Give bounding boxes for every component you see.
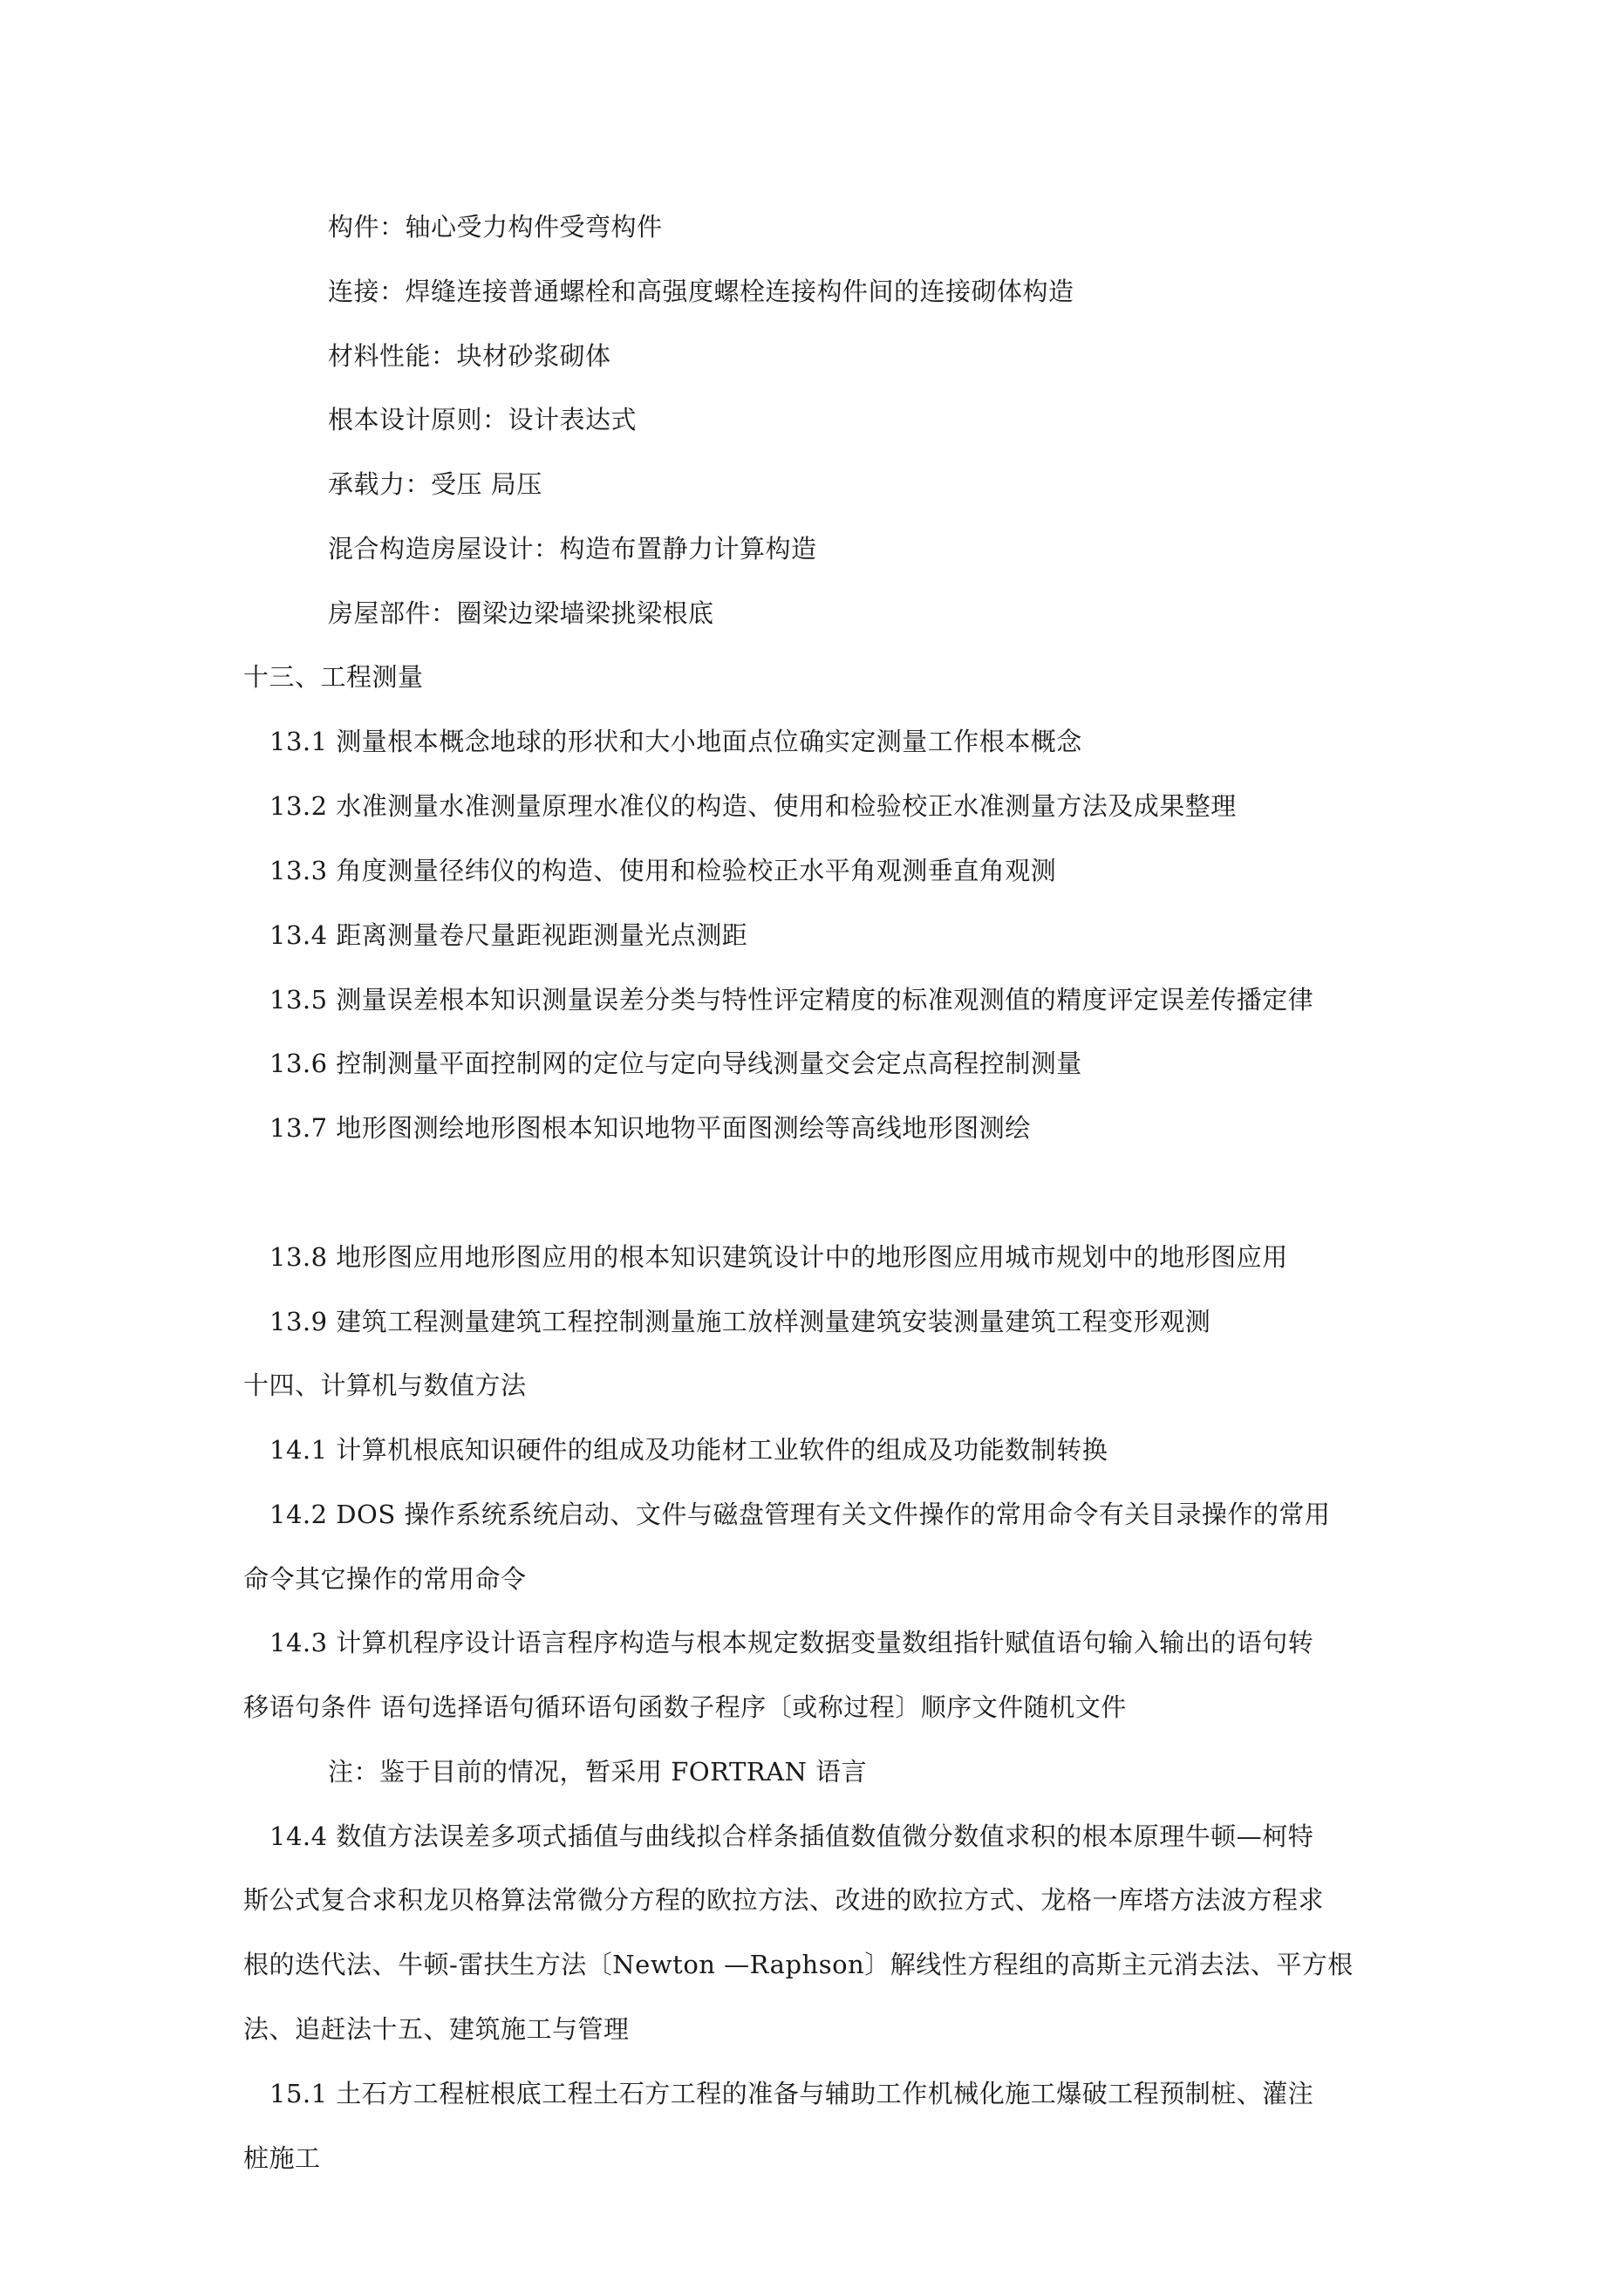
note-line: 注：鉴于目前的情况，暂采用 FORTRAN 语言 <box>328 1757 868 1787</box>
text-line: 13.7 地形图测绘地形图根本知识地物平面图测绘等高线地形图测绘 <box>269 1113 1031 1143</box>
text-line: 15.1 土石方工程桩根底工程土石方工程的准备与辅助工作机械化施工爆破工程预制桩、灌注 <box>269 2079 1314 2108</box>
section-heading: 十四、计算机与数值方法 <box>243 1370 527 1400</box>
text-line: 斯公式复合求积龙贝格算法常微分方程的欧拉方法、改进的欧拉方式、龙格一库塔方法波方程求 <box>243 1885 1325 1915</box>
text-line: 14.1 计算机根底知识硬件的组成及功能材工业软件的组成及功能数制转换 <box>269 1435 1108 1465</box>
text-line: 房屋部件：圈梁边梁墙梁挑梁根底 <box>328 598 714 628</box>
text-line: 13.5 测量误差根本知识测量误差分类与特性评定精度的标准观测值的精度评定误差传播定律 <box>269 985 1314 1015</box>
text-line: 13.1 测量根本概念地球的形状和大小地面点位确实定测量工作根本概念 <box>269 727 1082 756</box>
text-line: 根的迭代法、牛顿-雷扶生方法〔Newton —Raphson〕解线性方程组的高斯主元消去法、平方根 <box>243 1950 1354 1979</box>
section-heading: 十三、工程测量 <box>243 662 424 692</box>
text-line: 13.6 控制测量平面控制网的定位与定向导线测量交会定点高程控制测量 <box>269 1049 1082 1078</box>
text-line: 连接：焊缝连接普通螺栓和高强度螺栓连接构件间的连接砌体构造 <box>328 277 1074 306</box>
text-line: 承载力：受压 局压 <box>328 469 542 499</box>
text-line: 材料性能：块材砂浆砌体 <box>328 341 611 371</box>
text-line: 移语句条件 语句选择语句循环语句函数子程序〔或称过程〕顺序文件随机文件 <box>243 1692 1127 1722</box>
text-line: 13.3 角度测量径纬仪的构造、使用和检验校正水平角观测垂直角观测 <box>269 856 1057 885</box>
text-line: 命令其它操作的常用命令 <box>243 1564 527 1594</box>
text-line: 根本设计原则：设计表达式 <box>328 405 638 434</box>
text-line: 14.4 数值方法误差多项式插值与曲线拟合样条插值数值微分数值求积的根本原理牛顿—柯特 <box>269 1821 1314 1851</box>
text-line: 13.2 水准测量水准测量原理水准仪的构造、使用和检验校正水准测量方法及成果整理 <box>269 791 1237 821</box>
text-line: 14.3 计算机程序设计语言程序构造与根本规定数据变量数组指针赋值语句输入输出的语句转 <box>269 1628 1314 1657</box>
text-line: 法、追赶法十五、建筑施工与管理 <box>243 2014 630 2044</box>
text-line: 13.4 距离测量卷尺量距视距测量光点测距 <box>269 920 748 950</box>
text-line: 13.9 建筑工程测量建筑工程控制测量施工放样测量建筑安装测量建筑工程变形观测 <box>269 1307 1211 1336</box>
text-line: 混合构造房屋设计：构造布置静力计算构造 <box>328 534 817 564</box>
text-line: 桩施工 <box>243 2143 321 2173</box>
text-line: 构件：轴心受力构件受弯构件 <box>328 212 663 242</box>
text-line: 13.8 地形图应用地形图应用的根本知识建筑设计中的地形图应用城市规划中的地形图应用 <box>269 1242 1288 1272</box>
text-line: 14.2 DOS 操作系统系统启动、文件与磁盘管理有关文件操作的常用命令有关目录操作的常用 <box>269 1500 1331 1529</box>
